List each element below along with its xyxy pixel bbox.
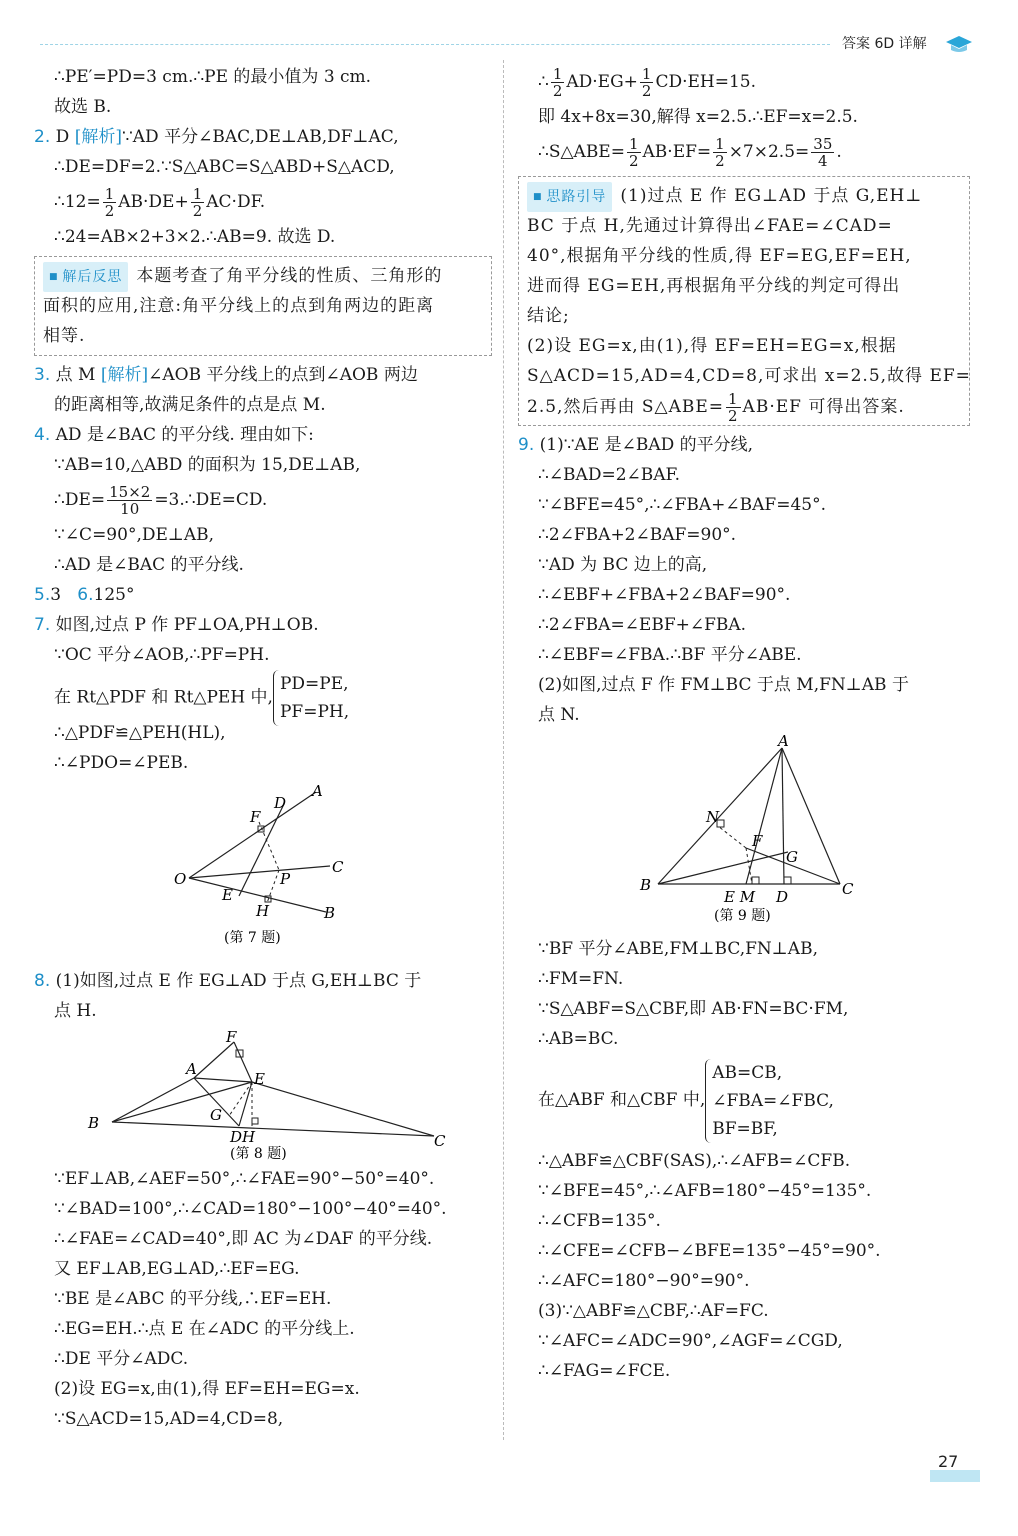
text: . bbox=[836, 142, 842, 162]
fig7-label-h: H bbox=[256, 902, 270, 920]
text-line: (2)如图,过点 F 作 FM⊥BC 于点 M,FN⊥AB 于 bbox=[538, 675, 909, 695]
text-line: 结论; bbox=[527, 306, 570, 326]
figure-9-diagram bbox=[518, 734, 970, 930]
formula-line bbox=[34, 480, 492, 520]
text: AB·EF 可得出答案. bbox=[742, 397, 905, 417]
graduation-cap-icon bbox=[944, 34, 974, 54]
answer: 125° bbox=[93, 585, 135, 605]
text-line: ∴2∠FBA+2∠BAF=90°. bbox=[538, 525, 737, 545]
figure-9 bbox=[518, 734, 970, 930]
text-line: ∵∠BFE=45°,∴∠AFB=180°−45°=135°. bbox=[538, 1181, 872, 1201]
text-line: ∵∠C=90°,DE⊥AB, bbox=[54, 525, 215, 545]
fig9-label-a: A bbox=[778, 734, 789, 750]
text-line: ∴EG=EH.∴点 E 在∠ADC 的平分线上. bbox=[54, 1319, 355, 1339]
fig8-label-c: C bbox=[434, 1132, 446, 1150]
analysis-tag: [解析] bbox=[100, 365, 149, 385]
fraction-half: $\frac{1}{2}$ bbox=[641, 65, 652, 100]
fig7-label-c: C bbox=[332, 858, 344, 876]
text-line: 面积的应用,注意:角平分线上的点到角两边的距离 bbox=[43, 296, 435, 316]
equation-brace: AB=CB, ∠FBA=∠FBC, BF=BF, bbox=[705, 1059, 834, 1143]
text-line: 的距离相等,故满足条件的点是点 M. bbox=[54, 395, 326, 415]
question-number: 5. bbox=[34, 585, 51, 605]
text-line: ∴2∠FBA=∠EBF+∠FBA. bbox=[538, 615, 747, 635]
fig9-label-f: F bbox=[752, 832, 763, 850]
fraction: $\frac{35}{4}$ bbox=[813, 135, 833, 170]
text: ∴ bbox=[538, 72, 549, 92]
fig8-label-f: F bbox=[226, 1030, 237, 1046]
fig7-label-d: D bbox=[274, 794, 287, 812]
text-line: 40°,根据角平分线的性质,得 EF=EG,EF=EH, bbox=[527, 246, 912, 266]
text-line: ∵BF 平分∠ABE,FM⊥BC,FN⊥AB, bbox=[538, 939, 818, 959]
fig7-label-b: B bbox=[324, 904, 336, 922]
question-number: 9. bbox=[518, 435, 535, 455]
text-line: ∴∠BAD=2∠BAF. bbox=[538, 465, 681, 485]
text-line: ∴∠CFB=135°. bbox=[538, 1211, 661, 1231]
text: 在 Rt△PDF 和 Rt△PEH 中, bbox=[54, 687, 273, 708]
fig9-label-b: B bbox=[640, 876, 652, 894]
text-line: ∵AD 平分∠BAC,DE⊥AB,DF⊥AC, bbox=[121, 127, 399, 147]
fraction-half: $\frac{1}{2}$ bbox=[628, 135, 639, 170]
answer: D bbox=[55, 127, 70, 147]
fraction-half: $\frac{1}{2}$ bbox=[728, 390, 739, 425]
answer: 点 M bbox=[55, 365, 96, 385]
text-line: ∵S△ACD=15,AD=4,CD=8, bbox=[54, 1409, 284, 1429]
text-line: 点 N. bbox=[538, 705, 580, 725]
figure-7-caption: (第 7 题) bbox=[224, 930, 281, 946]
text-line: ∵∠AFC=∠ADC=90°,∠AGF=∠CGD, bbox=[538, 1331, 843, 1351]
guide-badge: ■ 思路引导 bbox=[527, 182, 612, 212]
fig8-label-a: A bbox=[186, 1060, 197, 1078]
header-title: 答案 6D 详解 bbox=[842, 36, 927, 52]
text: ×7×2.5= bbox=[728, 142, 810, 162]
header-rule bbox=[40, 44, 830, 45]
system-line bbox=[34, 670, 492, 722]
question-5-6 bbox=[34, 580, 492, 610]
question-7 bbox=[34, 610, 492, 640]
right-column bbox=[518, 62, 970, 1386]
fraction-half: $\frac{1}{2}$ bbox=[192, 185, 203, 220]
text-line: ∵∠BFE=45°,∴∠FBA+∠BAF=45°. bbox=[538, 495, 826, 515]
guide-box bbox=[518, 176, 970, 426]
text-line: S△ACD=15,AD=4,CD=8,可求出 x=2.5,故得 EF= bbox=[527, 366, 971, 386]
text-line: ∴FM=FN. bbox=[538, 969, 624, 989]
text-line: ∴∠EBF=∠FBA.∴BF 平分∠ABE. bbox=[538, 645, 802, 665]
text-line: ∴DE=DF=2.∵S△ABC=S△ABD+S△ACD, bbox=[54, 157, 395, 177]
text-line: (1)如图,过点 E 作 EG⊥AD 于点 G,EH⊥BC 于 bbox=[55, 971, 422, 991]
text-line: ∴PE′=PD=3 cm.∴PE 的最小值为 3 cm. bbox=[54, 67, 372, 87]
page-number: 27 bbox=[938, 1452, 959, 1471]
text-line: ∴∠PDO=∠PEB. bbox=[54, 753, 189, 773]
text-line: ∵S△ABF=S△CBF,即 AB·FN=BC·FM, bbox=[538, 999, 849, 1019]
question-3 bbox=[34, 360, 492, 390]
text: AC·DF. bbox=[206, 192, 266, 212]
fig9-label-g: G bbox=[786, 848, 798, 866]
text-line: ∴△PDF≌△PEH(HL), bbox=[54, 723, 226, 743]
text-line: ∴∠FAG=∠FCE. bbox=[538, 1361, 671, 1381]
formula-line bbox=[527, 390, 961, 425]
fig8-label-dh: DH bbox=[230, 1128, 256, 1146]
question-4 bbox=[34, 420, 492, 450]
fig7-label-f: F bbox=[250, 808, 261, 826]
text: ∴S△ABE= bbox=[538, 142, 625, 162]
text-line: 本题考查了角平分线的性质、三角形的 bbox=[136, 266, 443, 286]
left-column bbox=[34, 62, 492, 1434]
text-line: ∴∠EBF+∠FBA+2∠BAF=90°. bbox=[538, 585, 791, 605]
answer: 3 bbox=[50, 585, 62, 605]
formula-line bbox=[518, 62, 970, 102]
question-number: 7. bbox=[34, 615, 51, 635]
text-line: ∴∠CFE=∠CFB−∠BFE=135°−45°=90°. bbox=[538, 1241, 881, 1261]
question-8 bbox=[34, 966, 492, 996]
fraction: $\frac{15\times 2}{10}$ bbox=[109, 483, 151, 518]
fig7-label-o: O bbox=[174, 870, 187, 888]
system-line bbox=[518, 1054, 970, 1146]
text-line: ∴AB=BC. bbox=[538, 1029, 619, 1049]
text-line: ∵EF⊥AB,∠AEF=50°,∴∠FAE=90°−50°=40°. bbox=[54, 1169, 435, 1189]
formula-line bbox=[518, 132, 970, 172]
text-line: (1)过点 E 作 EG⊥AD 于点 G,EH⊥ bbox=[620, 186, 923, 206]
text: ∴DE= bbox=[54, 490, 106, 510]
text-line: 即 4x+8x=30,解得 x=2.5.∴EF=x=2.5. bbox=[538, 107, 858, 127]
text-line: ∴24=AB×2+3×2.∴AB=9. 故选 D. bbox=[54, 227, 336, 247]
fig7-label-e: E bbox=[222, 886, 233, 904]
equation-brace: PD=PE, PF=PH, bbox=[273, 670, 349, 726]
text-line: (3)∵△ABF≌△CBF,∴AF=FC. bbox=[538, 1301, 769, 1321]
figure-7 bbox=[34, 782, 492, 962]
text: 在△ABF 和△CBF 中, bbox=[538, 1090, 706, 1110]
text-line: 进而得 EG=EH,再根据角平分线的判定可得出 bbox=[527, 276, 901, 296]
text-line: 如图,过点 P 作 PF⊥OA,PH⊥OB. bbox=[55, 615, 319, 635]
fig8-label-b: B bbox=[88, 1114, 100, 1132]
fraction-half: $\frac{1}{2}$ bbox=[552, 65, 563, 100]
text-line: ∴∠AFC=180°−90°=90°. bbox=[538, 1271, 750, 1291]
text: 2.5,然后再由 S△ABE= bbox=[527, 397, 724, 417]
figure-9-caption: (第 9 题) bbox=[714, 908, 771, 924]
text-line: BC 于点 H,先通过计算得出∠FAE=∠CAD= bbox=[527, 216, 893, 236]
text-line: ∴AD 是∠BAC 的平分线. bbox=[54, 555, 244, 575]
text-line: AD 是∠BAC 的平分线. 理由如下: bbox=[55, 425, 314, 445]
question-number: 6. bbox=[77, 585, 94, 605]
text-line: ∴△ABF≌△CBF(SAS),∴∠AFB=∠CFB. bbox=[538, 1151, 851, 1171]
text-line: ∵∠BAD=100°,∴∠CAD=180°−100°−40°=40°. bbox=[54, 1199, 447, 1219]
fig8-label-g: G bbox=[210, 1106, 222, 1124]
text: AB·DE+ bbox=[118, 192, 189, 212]
question-number: 2. bbox=[34, 127, 51, 147]
reflection-box bbox=[34, 256, 492, 356]
question-number: 4. bbox=[34, 425, 51, 445]
fig9-label-c: C bbox=[842, 880, 854, 898]
figure-8-diagram bbox=[34, 1030, 492, 1160]
reflection-badge: ■ 解后反思 bbox=[43, 262, 128, 292]
text: AD·EG+ bbox=[566, 72, 638, 92]
fig9-label-n: N bbox=[706, 808, 720, 826]
text-line: 故选 B. bbox=[54, 97, 112, 117]
analysis-tag: [解析] bbox=[74, 127, 122, 147]
question-2 bbox=[34, 122, 492, 152]
figure-8 bbox=[34, 1030, 492, 1160]
figure-7-diagram bbox=[34, 782, 492, 962]
column-divider bbox=[503, 60, 504, 1440]
text-line: (1)∵AE 是∠BAD 的平分线, bbox=[539, 435, 754, 455]
figure-8-caption: (第 8 题) bbox=[230, 1146, 287, 1160]
text-line: 又 EF⊥AB,EG⊥AD,∴EF=EG. bbox=[54, 1259, 300, 1279]
text: AB·EF= bbox=[642, 142, 712, 162]
fig9-label-d: D bbox=[776, 888, 789, 906]
fig9-label-em: E M bbox=[724, 888, 756, 906]
question-number: 8. bbox=[34, 971, 51, 991]
fig7-label-a: A bbox=[312, 782, 323, 800]
question-9 bbox=[518, 430, 970, 460]
page-tab bbox=[930, 1470, 980, 1482]
fig7-label-p: P bbox=[280, 870, 291, 888]
text-line: ∵AD 为 BC 边上的高, bbox=[538, 555, 708, 575]
text-line: ∵AB=10,△ABD 的面积为 15,DE⊥AB, bbox=[54, 455, 361, 475]
text-line: ∵BE 是∠ABC 的平分线,∴EF=EH. bbox=[54, 1289, 332, 1309]
fig8-label-e: E bbox=[254, 1070, 265, 1088]
fraction-half: $\frac{1}{2}$ bbox=[104, 185, 115, 220]
text: ∴12= bbox=[54, 192, 101, 212]
text-line: 相等. bbox=[43, 326, 86, 346]
text-line: ∴∠FAE=∠CAD=40°,即 AC 为∠DAF 的平分线. bbox=[54, 1229, 433, 1249]
text-line: ∴DE 平分∠ADC. bbox=[54, 1349, 189, 1369]
text-line: ∵OC 平分∠AOB,∴PF=PH. bbox=[54, 645, 270, 665]
text-line: ∠AOB 平分线上的点到∠AOB 两边 bbox=[148, 365, 418, 385]
fraction-half: $\frac{1}{2}$ bbox=[715, 135, 725, 170]
formula-line bbox=[34, 182, 492, 222]
text: =3.∴DE=CD. bbox=[154, 490, 268, 510]
text-line: (2)设 EG=x,由(1),得 EF=EH=EG=x. bbox=[54, 1379, 360, 1399]
text-line: 点 H. bbox=[54, 1001, 97, 1021]
text: CD·EH=15. bbox=[655, 72, 757, 92]
question-number: 3. bbox=[34, 365, 51, 385]
text-line: (2)设 EG=x,由(1),得 EF=EH=EG=x,根据 bbox=[527, 336, 897, 356]
